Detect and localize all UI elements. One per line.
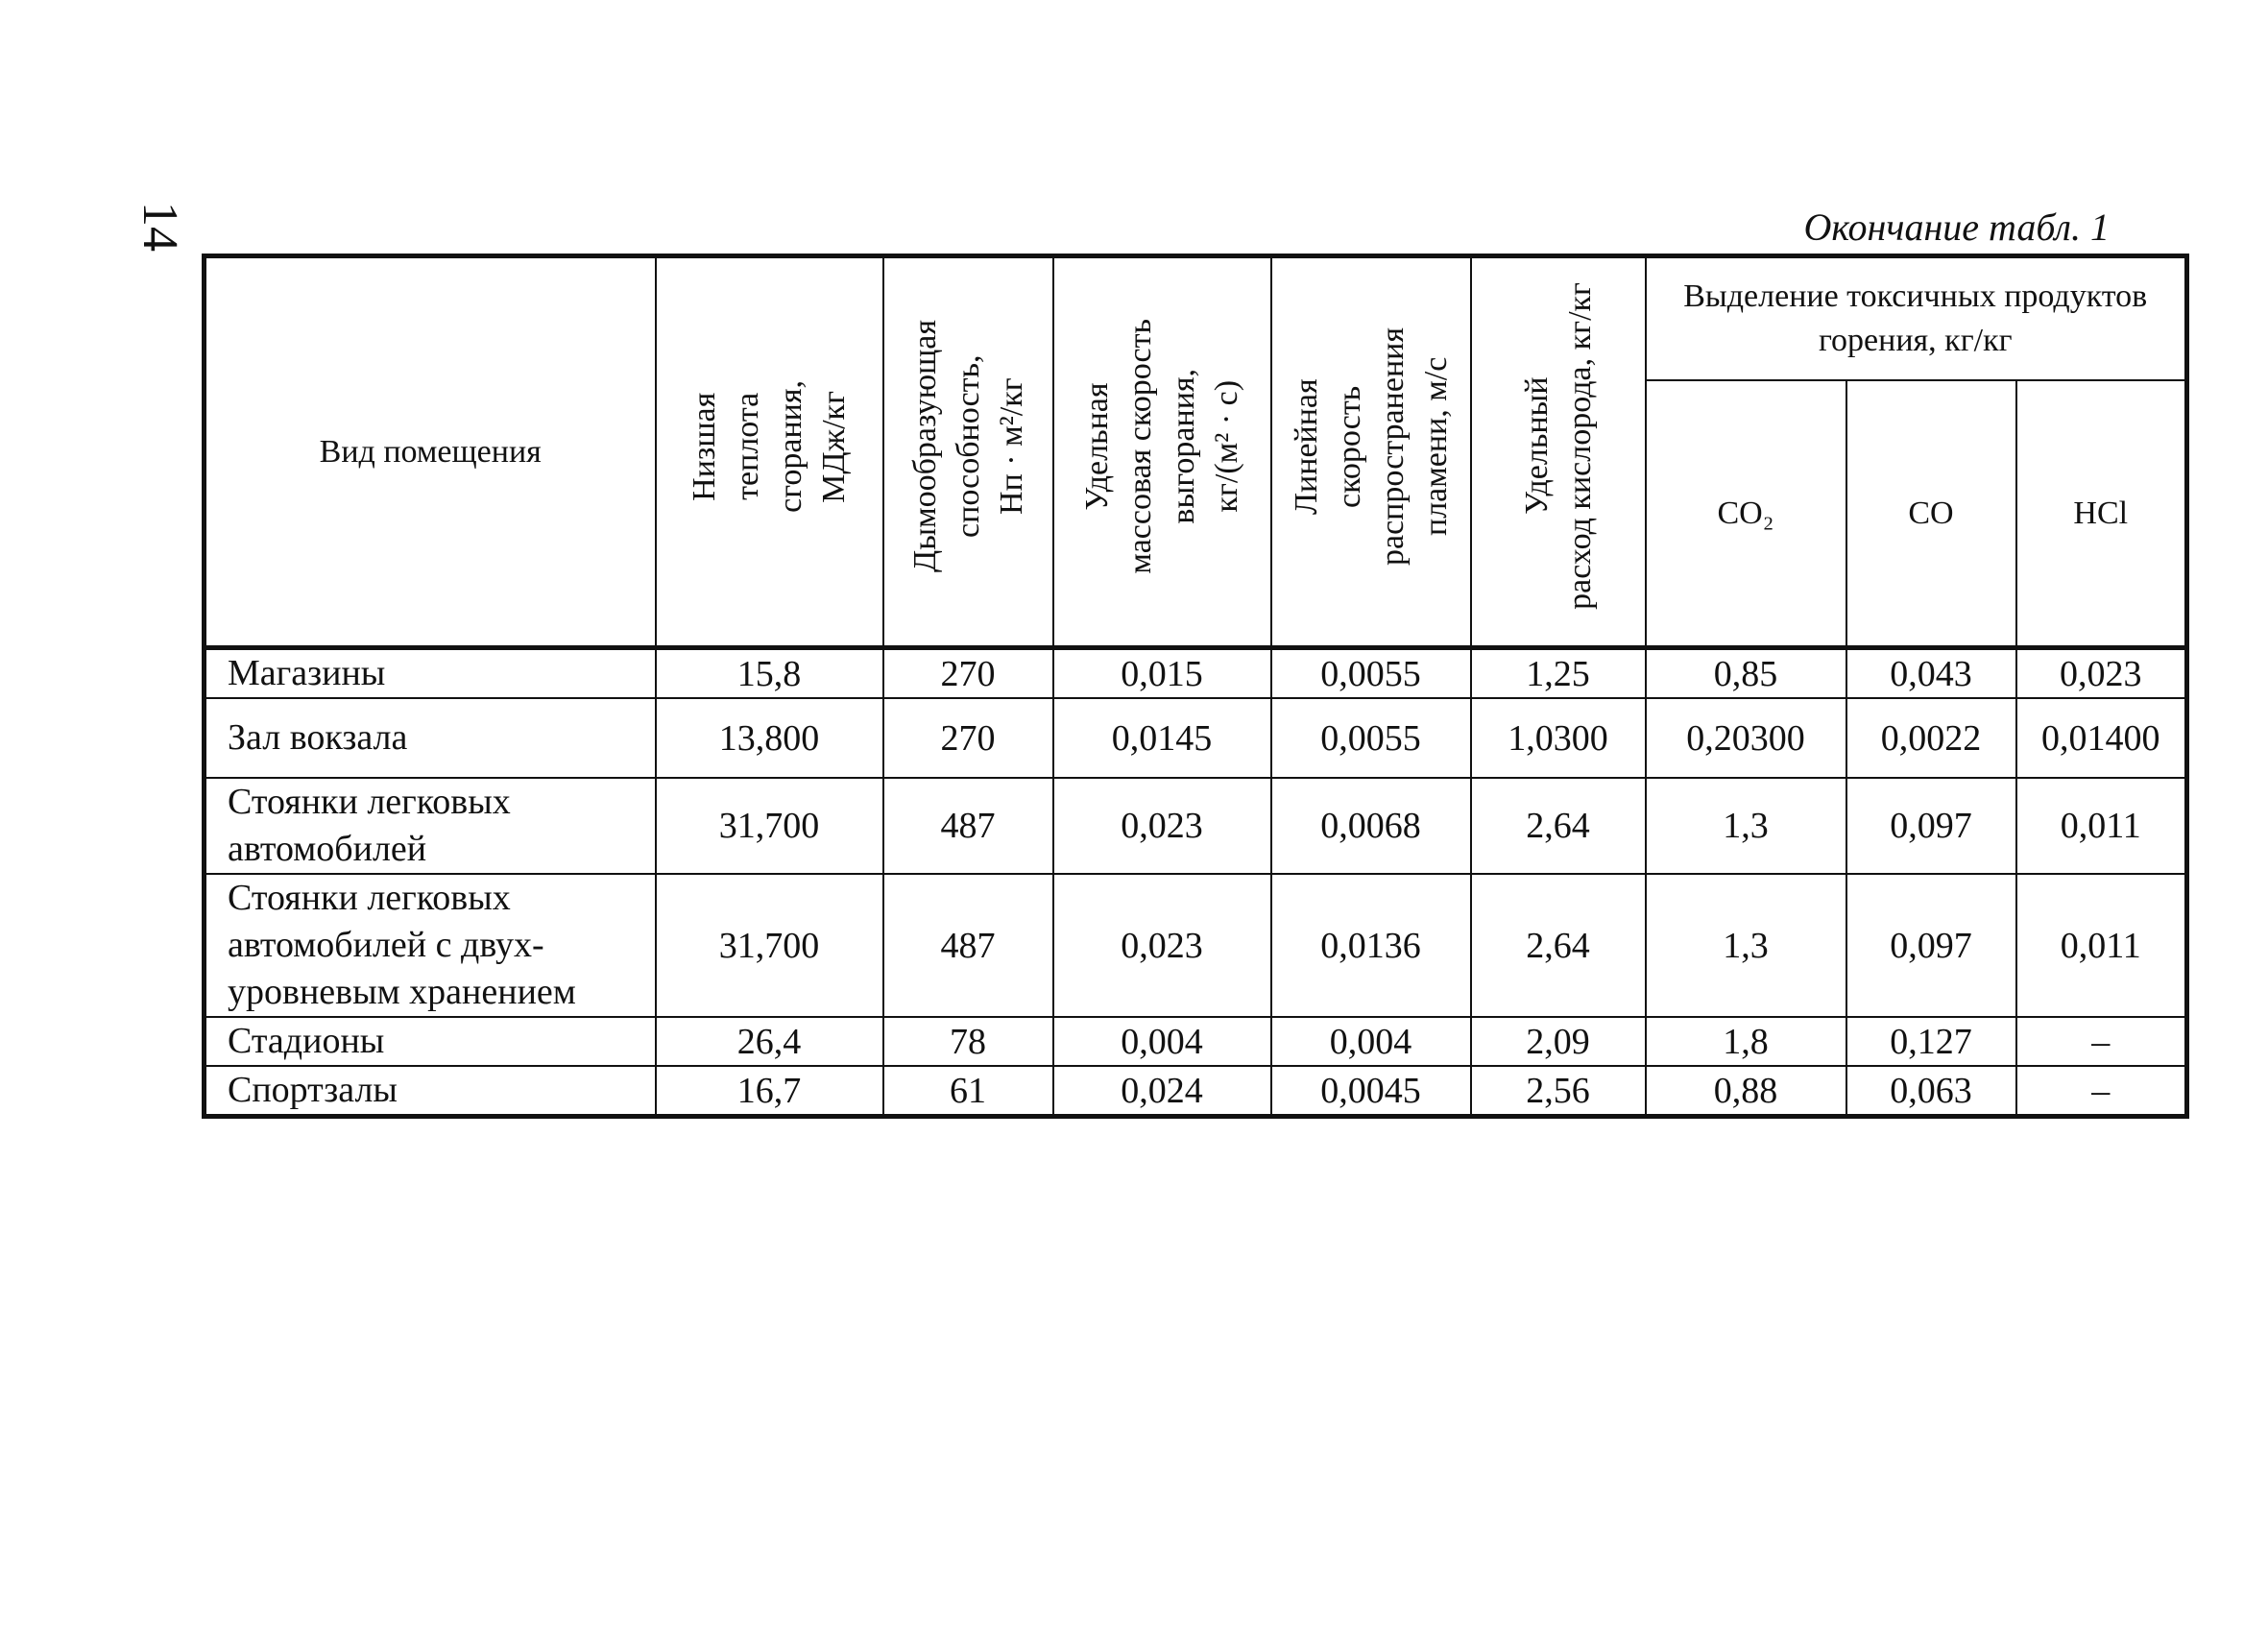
room-name-line: Стоянки легковых xyxy=(228,878,511,918)
cell-co: 0,043 xyxy=(1846,648,2016,699)
cell-co2: 0,88 xyxy=(1646,1066,1846,1117)
cell-heat: 15,8 xyxy=(656,648,883,699)
header-flame-speed xyxy=(1271,256,1471,648)
cell-heat: 26,4 xyxy=(656,1017,883,1066)
cell-room-name: Стадионы xyxy=(205,1017,656,1066)
room-name-line: автомобилей xyxy=(228,829,427,869)
cell-smoke: 61 xyxy=(883,1066,1053,1117)
cell-hcl: 0,01400 xyxy=(2016,698,2187,778)
cell-room-name: Магазины xyxy=(205,648,656,699)
cell-heat: 31,700 xyxy=(656,874,883,1017)
cell-room-name xyxy=(205,874,656,1017)
header-co2: CO₂ xyxy=(1646,380,1846,648)
table-body xyxy=(205,648,2187,1117)
cell-smoke: 78 xyxy=(883,1017,1053,1066)
cell-co2: 1,8 xyxy=(1646,1017,1846,1066)
header-heat-label: Низшая теплота сгорания, МДж/кг xyxy=(687,379,852,513)
cell-room-name xyxy=(205,778,656,874)
cell-mass-rate: 0,023 xyxy=(1053,874,1271,1017)
cell-hcl: 0,011 xyxy=(2016,874,2187,1017)
table-row xyxy=(205,1066,2187,1117)
cell-oxygen: 2,64 xyxy=(1471,778,1646,874)
data-table xyxy=(202,254,2189,1119)
cell-co: 0,0022 xyxy=(1846,698,2016,778)
cell-hcl: – xyxy=(2016,1066,2187,1117)
table-row xyxy=(205,874,2187,1017)
cell-flame-speed: 0,0068 xyxy=(1271,778,1471,874)
cell-heat: 31,700 xyxy=(656,778,883,874)
cell-hcl: 0,023 xyxy=(2016,648,2187,699)
cell-co: 0,097 xyxy=(1846,874,2016,1017)
cell-smoke: 270 xyxy=(883,648,1053,699)
room-name-line: автомобилей с двух- xyxy=(228,925,544,965)
header-hcl: HCl xyxy=(2016,380,2187,648)
cell-heat: 13,800 xyxy=(656,698,883,778)
header-toxic-group: Выделение токсичных продуктов горения, кг/кг xyxy=(1646,256,2187,381)
cell-mass-rate: 0,0145 xyxy=(1053,698,1271,778)
cell-co: 0,063 xyxy=(1846,1066,2016,1117)
header-smoke xyxy=(883,256,1053,648)
cell-flame-speed: 0,004 xyxy=(1271,1017,1471,1066)
table-row xyxy=(205,778,2187,874)
cell-oxygen: 2,56 xyxy=(1471,1066,1646,1117)
cell-mass-rate: 0,004 xyxy=(1053,1017,1271,1066)
cell-mass-rate: 0,015 xyxy=(1053,648,1271,699)
cell-heat: 16,7 xyxy=(656,1066,883,1117)
cell-co2: 0,20300 xyxy=(1646,698,1846,778)
cell-flame-speed: 0,0055 xyxy=(1271,648,1471,699)
cell-co2: 1,3 xyxy=(1646,874,1846,1017)
cell-co2: 0,85 xyxy=(1646,648,1846,699)
cell-smoke: 487 xyxy=(883,874,1053,1017)
cell-oxygen: 2,64 xyxy=(1471,874,1646,1017)
header-oxygen-label: Удельный расход кислорода, кг/кг xyxy=(1518,282,1598,610)
cell-oxygen: 1,0300 xyxy=(1471,698,1646,778)
room-name-line: Стоянки легковых xyxy=(228,782,511,822)
header-smoke-label: Дымообразующая способность, Нп · м²/кг xyxy=(906,320,1029,572)
cell-mass-rate: 0,023 xyxy=(1053,778,1271,874)
table-row xyxy=(205,1017,2187,1066)
cell-flame-speed: 0,0136 xyxy=(1271,874,1471,1017)
header-room-type: Вид помещения xyxy=(205,256,656,648)
table-row xyxy=(205,698,2187,778)
cell-oxygen: 1,25 xyxy=(1471,648,1646,699)
header-flame-speed-label: Линейная скорость распространения пламени, м/с xyxy=(1288,326,1454,566)
table-header xyxy=(205,256,2187,648)
header-mass-rate xyxy=(1053,256,1271,648)
cell-room-name: Зал вокзала xyxy=(205,698,656,778)
cell-co: 0,127 xyxy=(1846,1017,2016,1066)
table-row xyxy=(205,648,2187,699)
header-oxygen xyxy=(1471,256,1646,648)
header-mass-rate-label: Удельная массовая скорость выгорания, кг/(м² · с) xyxy=(1079,318,1244,574)
cell-mass-rate: 0,024 xyxy=(1053,1066,1271,1117)
cell-flame-speed: 0,0045 xyxy=(1271,1066,1471,1117)
cell-oxygen: 2,09 xyxy=(1471,1017,1646,1066)
cell-hcl: 0,011 xyxy=(2016,778,2187,874)
cell-smoke: 270 xyxy=(883,698,1053,778)
cell-co2: 1,3 xyxy=(1646,778,1846,874)
cell-room-name: Спортзалы xyxy=(205,1066,656,1117)
cell-hcl: – xyxy=(2016,1017,2187,1066)
room-name-line: уровневым хранением xyxy=(228,972,576,1012)
header-heat xyxy=(656,256,883,648)
table-caption: Окончание табл. 1 xyxy=(1803,206,2110,249)
cell-co: 0,097 xyxy=(1846,778,2016,874)
page-number: 14 xyxy=(133,202,187,252)
cell-smoke: 487 xyxy=(883,778,1053,874)
cell-flame-speed: 0,0055 xyxy=(1271,698,1471,778)
header-co: CO xyxy=(1846,380,2016,648)
